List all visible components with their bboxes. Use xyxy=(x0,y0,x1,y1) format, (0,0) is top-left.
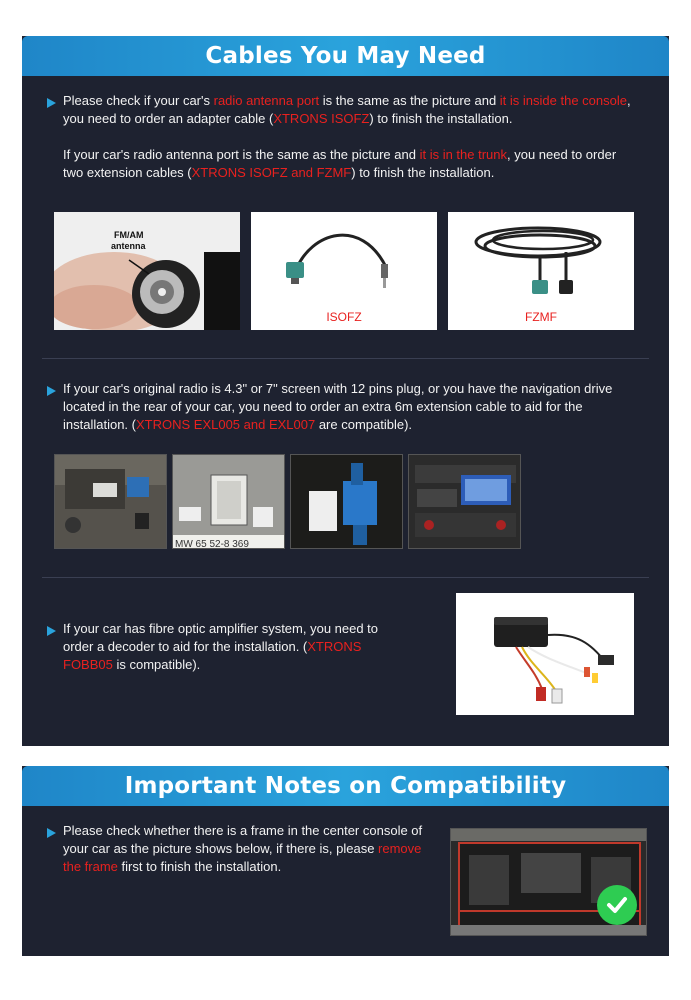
antenna-label-2: antenna xyxy=(111,241,146,251)
frame-instructions xyxy=(63,822,443,876)
compatibility-header xyxy=(22,766,669,806)
antenna-instructions xyxy=(63,92,633,182)
section-divider xyxy=(42,577,649,578)
checkmark-icon xyxy=(597,885,637,925)
body-text: If your car's radio antenna port is the same as the picture and xyxy=(63,147,420,162)
cables-title: Cables You May Need xyxy=(205,43,486,69)
body-text: are compatible). xyxy=(315,417,413,432)
highlight-text: XTRONS ISOFZ and FZMF xyxy=(191,165,352,180)
antenna-label-1: FM/AM xyxy=(114,230,144,240)
section-divider xyxy=(42,358,649,359)
body-text: ) to finish the installation. xyxy=(351,165,495,180)
body-text: first to finish the installation. xyxy=(117,859,282,874)
highlight-text: XTRONS ISOFZ xyxy=(273,111,370,126)
highlight-text: it is in the trunk xyxy=(419,147,508,162)
compatibility-panel xyxy=(22,766,669,956)
extension-instructions xyxy=(63,380,633,434)
body-text: , you need to order an adapter cable ( xyxy=(63,93,631,126)
body-text: ) to finish the installation. xyxy=(369,111,513,126)
connector-photo xyxy=(290,454,403,549)
highlight-text: XTRONS FOBB05 xyxy=(63,639,362,672)
extension-paragraph xyxy=(63,380,633,434)
fzmf-caption: FZMF xyxy=(525,310,557,324)
body-text: , you need to order two extension cables ( xyxy=(63,147,617,180)
cables-header xyxy=(22,36,669,76)
bullet-triangle-icon xyxy=(47,386,56,396)
radio-back-photo-2 xyxy=(172,454,285,549)
bullet-triangle-icon xyxy=(47,98,56,108)
fibre-optic-paragraph xyxy=(63,620,383,674)
antenna-port-photo xyxy=(54,212,240,330)
body-text: Please check if your car's xyxy=(63,93,214,108)
center-console-frame-photo xyxy=(450,828,647,936)
body-text: If your car's original radio is 4.3" or 7" screen with 12 pins plug, or you have the navigation drive located in the rear of your car, you need to order an extra 6m extension cable to aid for the installation. ( xyxy=(63,381,613,432)
highlight-text: it is inside the console xyxy=(499,93,627,108)
fibre-optic-instructions xyxy=(63,620,383,674)
decoder-photo xyxy=(456,593,634,715)
body-text: is the same as the picture and xyxy=(319,93,500,108)
body-text: If your car has fibre optic amplifier system, you need to order a decoder to aid for the installation. ( xyxy=(63,621,379,654)
dashboard-radio-photo xyxy=(408,454,521,549)
part-number-text: MW 65 52-8 369 xyxy=(175,539,249,549)
antenna-paragraph-1 xyxy=(63,92,633,128)
isofz-cable-photo xyxy=(251,212,437,330)
cables-panel xyxy=(22,36,669,746)
frame-paragraph xyxy=(63,822,443,876)
compatibility-title: Important Notes on Compatibility xyxy=(124,773,567,799)
fzmf-cable-photo xyxy=(448,212,634,330)
isofz-caption: ISOFZ xyxy=(326,310,362,324)
antenna-paragraph-2 xyxy=(63,146,633,182)
radio-back-photo-1 xyxy=(54,454,167,549)
highlight-text: remove the frame xyxy=(63,841,422,874)
bullet-triangle-icon xyxy=(47,828,56,838)
highlight-text: XTRONS EXL005 and EXL007 xyxy=(135,417,316,432)
body-text: Please check whether there is a frame in the center console of your car as the picture shows below, if there is, please xyxy=(63,823,423,856)
body-text: is compatible). xyxy=(112,657,201,672)
bullet-triangle-icon xyxy=(47,626,56,636)
highlight-text: radio antenna port xyxy=(213,93,320,108)
